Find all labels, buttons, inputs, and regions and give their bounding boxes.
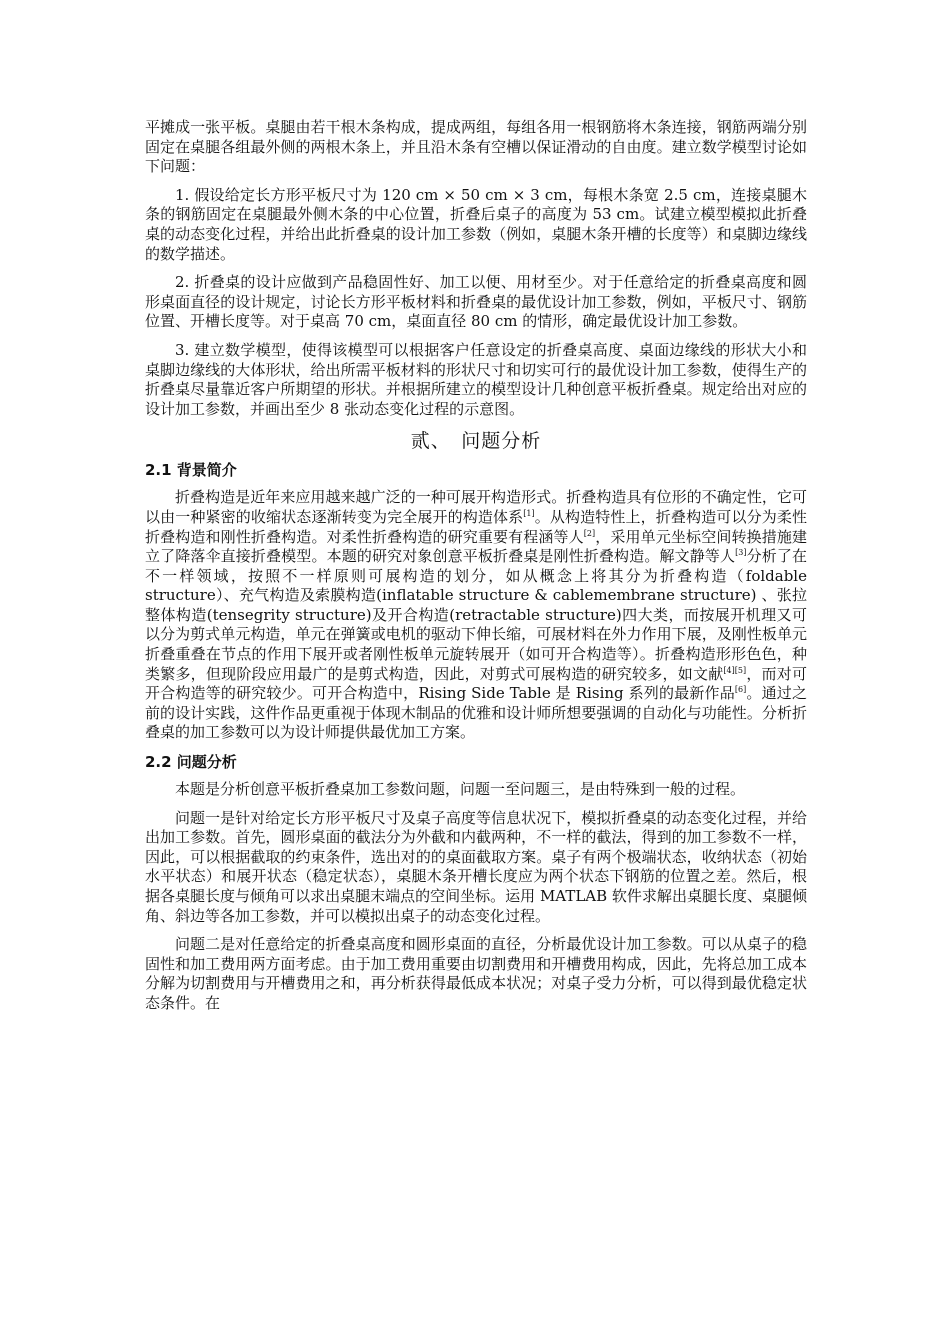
citation-ref-3: [3] bbox=[735, 548, 747, 558]
citation-ref-4-5: [4][5] bbox=[723, 665, 747, 675]
question-3-paragraph: 3. 建立数学模型，使得该模型可以根据客户任意设定的折叠桌高度、桌面边缘线的形状大小和桌脚边缘线的大体形状，给出所需平板材料的形状尺寸和切实可行的最优设计加工参数，使得生产的折叠桌尽量靠近客户所期望的形状。并根据所建立的模型设计几种创意平板折叠桌。规定给出对应的设计加工参数，并画出至少 8 张动态变化过程的示意图。 bbox=[145, 340, 807, 418]
background-paragraph bbox=[145, 488, 807, 743]
background-text-5: ，而对可开合构造等的研究较少。可开合构造中，Rising Side Table 是 Rising 系列的最新作品 bbox=[145, 664, 807, 703]
background-text-6: 。通过之前的设计实践，这件作品更重视于体现木制品的优雅和设计师所想要强调的自动化与功能性。分析折叠桌的加工参数可以为设计师提供最优加工方案。 bbox=[145, 684, 807, 742]
background-text-2: 。从构造特性上，折叠构造可以分为柔性折叠构造和刚性折叠构造。对柔性折叠构造的研究重要有程涵等人 bbox=[145, 507, 807, 546]
section-heading-problem-analysis: 贰、 问题分析 bbox=[410, 430, 542, 453]
question-1-paragraph: 1. 假设给定长方形平板尺寸为 120 cm × 50 cm × 3 cm，每根木条宽 2.5 cm，连接桌腿木条的钢筋固定在桌腿最外侧木条的中心位置，折叠后桌子的高度为 53 cm。试建立模型模拟此折叠桌的动态变化过程，并给出此折叠桌的设计加工参数（例如，桌腿木条开槽的长度等）和桌脚边缘线的数学描述。 bbox=[145, 185, 807, 263]
document-page bbox=[145, 118, 807, 1023]
subsection-heading-background: 2.1 背景简介 bbox=[145, 461, 237, 480]
intro-paragraph: 平摊成一张平板。桌腿由若干根木条构成，提成两组，每组各用一根钢筋将木条连接，钢筋两端分别固定在桌腿各组最外侧的两根木条上，并且沿木条有空槽以保证滑动的自由度。建立数学模型讨论如下问题： bbox=[145, 118, 807, 176]
background-text-3: ，采用单元坐标空间转换措施建立了降落伞直接折叠模型。本题的研究对象创意平板折叠桌是刚性折叠构造。解文静等人 bbox=[145, 527, 807, 566]
background-text-1: 折叠构造是近年来应用越来越广泛的一种可展开构造形式。折叠构造具有位形的不确定性，它可以由一种紧密的收缩状态逐渐转变为完全展开的构造体系 bbox=[145, 488, 807, 526]
analysis-paragraph-1: 本题是分析创意平板折叠桌加工参数问题，问题一至问题三，是由特殊到一般的过程。 bbox=[175, 780, 746, 799]
background-text-4: 分析了在不一样领域，按照不一样原则可展构造的划分，如从概念上将其分为折叠构造（foldable structure）、充气构造及索膜构造(inflatable structure & cablemembrane structure) 、张拉整体构造(tensegrity structure)及开合构造(retractable structure)四大类，而按展开机理又可以分为剪式单元构造，单元在弹簧或电机的驱动下伸长缩，可展材料在外力作用下展，及刚性板单元折叠重叠在节点的作用下展开或者刚性板单元旋转展开（如可开合构造等）。折叠构造形形色色，种类繁多，但现阶段应用最广的是剪式构造，因此，对剪式可展构造的研究较多，如文献 bbox=[145, 547, 808, 683]
question-2-paragraph: 2. 折叠桌的设计应做到产品稳固性好、加工以便、用材至少。对于任意给定的折叠桌高度和圆形桌面直径的设计规定，讨论长方形平板材料和折叠桌的最优设计加工参数，例如，平板尺寸、钢筋位置、开槽长度等。对于桌高 70 cm，桌面直径 80 cm 的情形，确定最优设计加工参数。 bbox=[145, 273, 807, 331]
analysis-paragraph-2: 问题一是针对给定长方形平板尺寸及桌子高度等信息状况下，模拟折叠桌的动态变化过程，并给出加工参数。首先，圆形桌面的截法分为外截和内截两种，不一样的截法，得到的加工参数不一样，因此，可以根据截取的约束条件，选出对的的桌面截取方案。桌子有两个极端状态，收纳状态（初始水平状态）和展开状态（稳定状态），桌腿木条开槽长度应为两个状态下钢筋的位置之差。然后，根据各桌腿长度与倾角可以求出桌腿末端点的空间坐标。运用 MATLAB 软件求解出桌腿长度、桌腿倾角、斜边等各加工参数，并可以模拟出桌子的动态变化过程。 bbox=[145, 808, 807, 925]
citation-ref-2: [2] bbox=[583, 528, 596, 538]
analysis-paragraph-3: 问题二是对任意给定的折叠桌高度和圆形桌面的直径，分析最优设计加工参数。可以从桌子的稳固性和加工费用两方面考虑。由于加工费用重要由切割费用和开槽费用构成，因此，先将总加工成本分解为切割费用与开槽费用之和，再分析获得最低成本状况；对桌子受力分析，可以得到最优稳定状态条件。在 bbox=[145, 935, 807, 1012]
subsection-heading-problem-analysis: 2.2 问题分析 bbox=[145, 753, 237, 772]
citation-ref-1: [1] bbox=[523, 508, 535, 518]
citation-ref-6: [6] bbox=[734, 685, 747, 695]
